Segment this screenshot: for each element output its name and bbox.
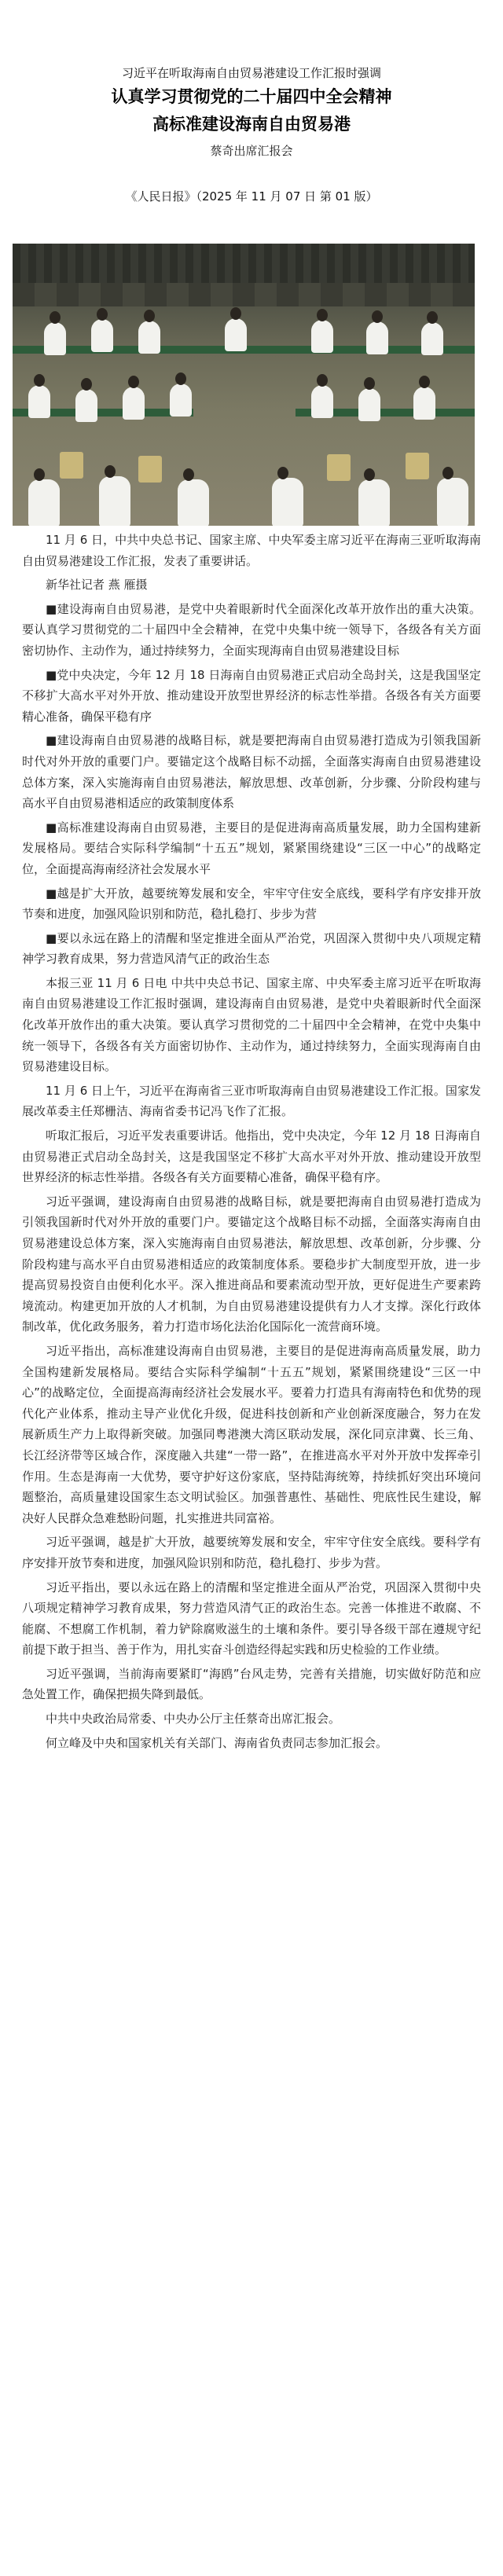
article-source: 《人民日报》（2025 年 11 月 07 日 第 01 版） [125,189,378,204]
article [0,0,503,526]
paragraph: 11 月 6 日，中共中央总书记、国家主席、中央军委主席习近平在海南三亚听取海南自由贸易港建设工作汇报，发表了重要讲话。 [22,533,481,568]
highlight-paragraph: ■越是扩大开放，越要统筹发展和安全，牢牢守住安全底线，要科学有序安排开放节奏和进度，加强风险识别和防范，稳扎稳打、步步为营 [22,886,481,922]
article-kicker: 习近平在听取海南自由贸易港建设工作汇报时强调 [121,66,381,80]
photo-person [421,322,443,355]
highlight-paragraph: ■建设海南自由贸易港，是党中央着眼新时代全面深化改革开放作出的重大决策。要认真学习贯彻党的二十届四中全会精神，在党中央集中统一领导下，各级各有关方面密切协作、主动作为，通过持续努力，全面实现海南自由贸易港建设目标 [22,601,481,658]
paragraph: 习近平指出，要以永远在路上的清醒和坚定推进全面从严治党，巩固深入贯彻中央八项规定精神学习教育成果，努力营造风清气正的政治生态。完善一体推进不敢腐、不能腐、不想腐工作机制，着力铲除腐败滋生的土壤和条件。要引导各级干部在遵规守纪前提下敢于担当、善于作为，用扎实奋斗创造经得起实践和历史检验的工作业绩。 [22,1580,481,1657]
paragraph: 本报三亚 11 月 6 日电 中共中央总书记、国家主席、中央军委主席习近平在听取海南自由贸易港建设工作汇报时强调，建设海南自由贸易港，是党中央着眼新时代全面深化改革开放作出的重大决策。要认真学习贯彻党的二十届四中全会精神，在党中央集中统一领导下，各级各有关方面密切协作、主动作为，通过持续努力，全面实现海南自由贸易港建设目标。 [22,975,481,1074]
photo-person [311,385,333,418]
photo-person [272,478,303,526]
photo-chair [138,456,162,483]
paragraph: 习近平强调，越是扩大开放，越要统筹发展和安全，牢牢守住安全底线。要科学有序安排开放节奏和进度，加强风险识别和防范，稳扎稳打、步步为营。 [22,1535,481,1570]
highlight-paragraph: ■建设海南自由贸易港的战略目标，就是要把海南自由贸易港打造成为引领我国新时代对外开放的重要门户。要锚定这个战略目标不动摇，全面落实海南自由贸易港建设总体方案，深入实施海南自由贸易港法，解放思想、改革创新，分步骤、分阶段构建与高水平自由贸易港相适应的政策制度体系 [22,733,481,811]
photo-credit: 新华社记者 燕 雁摄 [46,578,148,593]
photo-person [170,383,192,416]
paragraph: 习近平指出，高标准建设海南自由贸易港，主要目的是促进海南高质量发展，助力全国构建新发展格局。要结合实际科学编制“十五五”规划，紧紧围绕建设“三区一中心”的战略定位，全面提高海南经济社会发展水平。要着力打造具有海南特色和优势的现代化产业体系，推动主导产业优化升级，促进科技创新和产业创新深度融合，努力在发展新质生产力上取得新突破。加强同粤港澳大湾区联动发展，深化同京津冀、长三角、长江经济带等区域合作，深度融入共建“一带一路”，在推进高水平对外开放中发挥牵引作用。生态是海南一大优势，要守护好这份家底，坚持陆海统筹，持续抓好突出环境问题整治，高质量建设国家生态文明试验区。加强普惠性、基础性、兜底性民生建设，解决好人民群众急难愁盼问题，扎实推进共同富裕。 [22,1343,481,1525]
article-title-line1: 认真学习贯彻党的二十届四中全会精神 [111,87,392,106]
photo-person [437,478,468,526]
paragraph: 中共中央政治局常委、中央办公厅主任蔡奇出席汇报会。 [46,1712,341,1727]
photo-person [311,320,333,353]
photo-person [358,479,390,526]
photo-person [91,319,113,352]
photo-person [28,385,50,418]
photo-person [75,389,97,422]
photo-person [99,476,130,526]
article-body [0,530,503,1756]
photo-person [358,388,380,421]
meeting-photo [13,244,475,526]
paragraph: 习近平强调，当前海南要紧盯“海鸥”台风走势，完善有关措施，切实做好防范和应急处置工作，确保把损失降到最低。 [22,1666,481,1702]
paragraph: 习近平强调，建设海南自由贸易港的战略目标，就是要把海南自由贸易港打造成为引领我国新时代对外开放的重要门户。要锚定这个战略目标不动摇，全面落实海南自由贸易港建设总体方案，深入实施海南自由贸易港法，解放思想、改革创新，分步骤、分阶段构建与高水平自由贸易港相适应的政策制度体系。要稳步扩大制度型开放，进一步提高贸易投资自由便利化水平。深入推进商品和要素流动型开放，更好促进生产要素跨境流动。构建更加开放的人才机制，为自由贸易港建设提供有力人才支撑。深化行政体制改革，优化政务服务，着力打造市场化法治化国际化一流营商环境。 [22,1194,481,1334]
photo-person [123,387,145,420]
paragraph: 何立峰及中央和国家机关有关部门、海南省负责同志参加汇报会。 [46,1735,388,1750]
photo-person [366,321,388,354]
highlight-paragraph: ■党中央决定，今年 12 月 18 日海南自由贸易港正式启动全岛封关，这是我国坚定不移扩大高水平对外开放、推动建设开放型世界经济的标志性举措。各级各有关方面要精心准备，确保平稳有序 [22,667,481,724]
paragraph: 听取汇报后，习近平发表重要讲话。他指出，党中央决定，今年 12 月 18 日海南自由贸易港正式启动全岛封关，这是我国坚定不移扩大高水平对外开放、推动建设开放型世界经济的标志性举措。各级各有关方面要精心准备，确保平稳有序。 [22,1128,481,1185]
photo-chair [327,454,351,481]
highlight-paragraph: ■要以永远在路上的清醒和坚定推进全面从严治党，巩固深入贯彻中央八项规定精神学习教育成果，努力营造风清气正的政治生态 [22,930,481,967]
article-subtitle: 蔡奇出席汇报会 [210,144,293,158]
photo-person [225,318,247,351]
photo-person [44,322,66,355]
photo-chair [60,452,83,479]
photo-person [28,479,60,526]
highlight-paragraph: ■高标准建设海南自由贸易港，主要目的是促进海南高质量发展，助力全国构建新发展格局。要结合实际科学编制“十五五”规划，紧紧围绕建设“三区一中心”的战略定位，全面提高海南经济社会发展水平 [22,820,481,876]
photo-person [178,479,209,526]
photo-curtain [13,244,475,283]
article-title-line2: 高标准建设海南自由贸易港 [152,115,351,134]
photo-chair [406,453,429,479]
photo-person [138,321,160,354]
photo-person [413,387,435,420]
paragraph: 11 月 6 日上午，习近平在海南省三亚市听取海南自由贸易港建设工作汇报。国家发展改革委主任郑栅洁、海南省委书记冯飞作了汇报。 [22,1083,481,1119]
